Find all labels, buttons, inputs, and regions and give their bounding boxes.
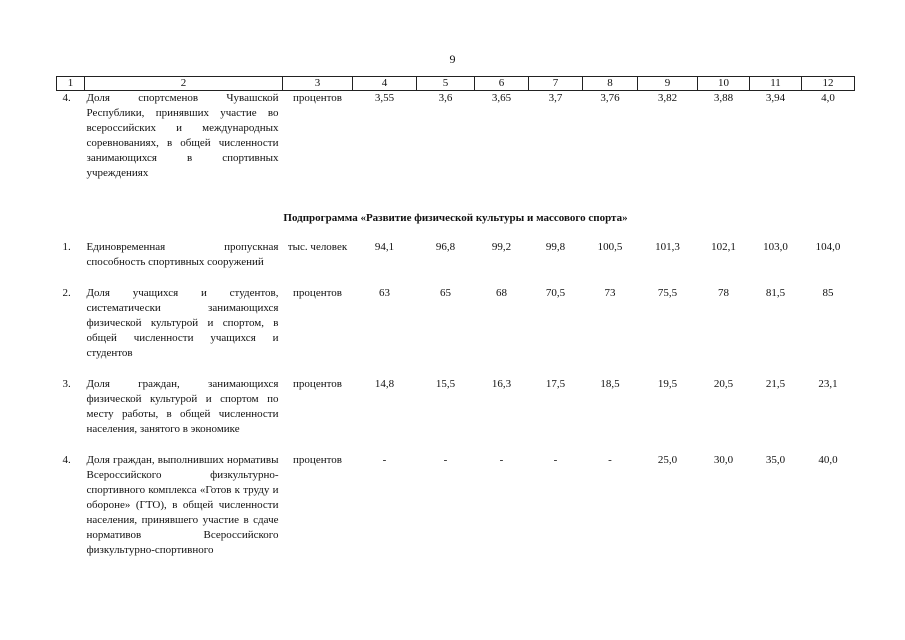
- table-body: [57, 91, 855, 575]
- column-header-12: 12: [802, 77, 855, 91]
- table-row: [57, 91, 855, 198]
- table-header-row: [57, 77, 855, 91]
- indicator-value: 17,5: [545, 378, 566, 390]
- indicator-value: -: [443, 454, 448, 466]
- indicator-value: 100,5: [597, 241, 623, 253]
- indicator-description: Доля спортсменов Чувашской Республики, принявших участие во всероссийских и международных соревнованиях, в общей численности занимающихся в спортивных учреждениях: [86, 92, 279, 179]
- indicator-value: -: [553, 454, 558, 466]
- indicator-value: 21,5: [765, 378, 786, 390]
- indicator-value: 81,5: [765, 287, 786, 299]
- indicator-value: 3,88: [713, 92, 734, 104]
- indicator-value: -: [382, 454, 387, 466]
- table-row: [57, 286, 855, 377]
- indicator-value: 14,8: [374, 378, 395, 390]
- indicator-value: 35,0: [765, 454, 786, 466]
- indicator-unit: тыс. человек: [287, 241, 348, 253]
- indicator-value: 102,1: [711, 241, 736, 253]
- indicator-value: 78: [718, 287, 729, 299]
- column-header-10: 10: [698, 77, 750, 91]
- indicator-value: -: [499, 454, 504, 466]
- indicator-value: 70,5: [545, 287, 566, 299]
- indicator-value: 65: [440, 287, 451, 299]
- indicator-value: 99,8: [545, 241, 566, 253]
- table-row: [57, 377, 855, 453]
- indicator-value: 16,3: [491, 378, 512, 390]
- column-header-7: 7: [529, 77, 583, 91]
- column-header-3: 3: [283, 77, 353, 91]
- indicator-description: Доля учащихся и студентов, систематически занимающихся физической культурой и спортом, в общей численности учащихся и студентов: [86, 287, 279, 359]
- indicator-value: 104,0: [815, 241, 841, 253]
- row-number: 4.: [62, 92, 71, 104]
- indicator-value: 85: [822, 287, 834, 299]
- indicator-unit: процентов: [293, 287, 342, 299]
- indicator-value: 3,65: [491, 92, 512, 104]
- indicator-value: 96,8: [435, 241, 456, 253]
- indicator-value: 23,1: [818, 378, 838, 390]
- indicator-value: 18,5: [600, 378, 620, 390]
- indicator-value: 20,5: [713, 378, 734, 390]
- indicator-description: Доля граждан, занимающихся физической культурой и спортом по месту работы, в общей численности населения, занятого в экономике: [86, 378, 279, 435]
- indicator-value: 19,5: [657, 378, 678, 390]
- indicator-value: 30,0: [713, 454, 734, 466]
- section-title: Подпрограмма «Развитие физической культуры и массового спорта»: [283, 212, 628, 224]
- indicator-description: Доля граждан, выполнивших нормативы Всероссийского физкультурно-спортивного комплекса «Готов к труду и обороне» (ГТО), в общей численности населения, принявшего участие в сдаче нормативов Всероссийского физкультурно-спортивного: [86, 454, 279, 556]
- indicator-description: Единовременная пропускная способность спортивных сооружений: [86, 241, 279, 268]
- column-header-1: 1: [57, 77, 85, 91]
- indicator-value: 101,3: [655, 241, 680, 253]
- column-header-9: 9: [638, 77, 698, 91]
- indicator-value: 3,55: [374, 92, 395, 104]
- column-header-5: 5: [417, 77, 475, 91]
- column-header-6: 6: [475, 77, 529, 91]
- indicator-value: 40,0: [818, 454, 838, 466]
- indicator-value: 3,76: [600, 92, 620, 104]
- row-number: 4.: [62, 454, 71, 466]
- indicator-value: 4,0: [821, 92, 835, 104]
- column-header-2: 2: [85, 77, 283, 91]
- row-number: 1.: [62, 241, 71, 253]
- section-heading-row: [57, 197, 855, 240]
- indicator-value: 68: [496, 287, 507, 299]
- column-header-8: 8: [583, 77, 638, 91]
- indicator-unit: процентов: [293, 92, 342, 104]
- indicator-unit: процентов: [293, 378, 342, 390]
- column-header-4: 4: [353, 77, 417, 91]
- indicators-table: [56, 76, 855, 574]
- indicator-value: 3,94: [765, 92, 786, 104]
- indicator-value: 3,82: [657, 92, 678, 104]
- indicator-value: 73: [604, 287, 616, 299]
- indicator-value: 25,0: [657, 454, 678, 466]
- column-header-11: 11: [750, 77, 802, 91]
- row-number: 2.: [62, 287, 71, 299]
- indicator-value: 63: [379, 287, 390, 299]
- indicator-value: 99,2: [491, 241, 512, 253]
- indicator-value: 94,1: [374, 241, 395, 253]
- indicator-unit: процентов: [293, 454, 342, 466]
- indicator-value: 3,6: [438, 92, 453, 104]
- page-number: 9: [449, 52, 456, 66]
- table-row: [57, 240, 855, 286]
- table-row: [57, 453, 855, 574]
- indicator-value: 15,5: [435, 378, 456, 390]
- indicator-value: 3,7: [548, 92, 563, 104]
- row-number: 3.: [62, 378, 71, 390]
- indicator-value: 75,5: [657, 287, 678, 299]
- indicator-value: -: [608, 454, 612, 466]
- indicator-value: 103,0: [763, 241, 788, 253]
